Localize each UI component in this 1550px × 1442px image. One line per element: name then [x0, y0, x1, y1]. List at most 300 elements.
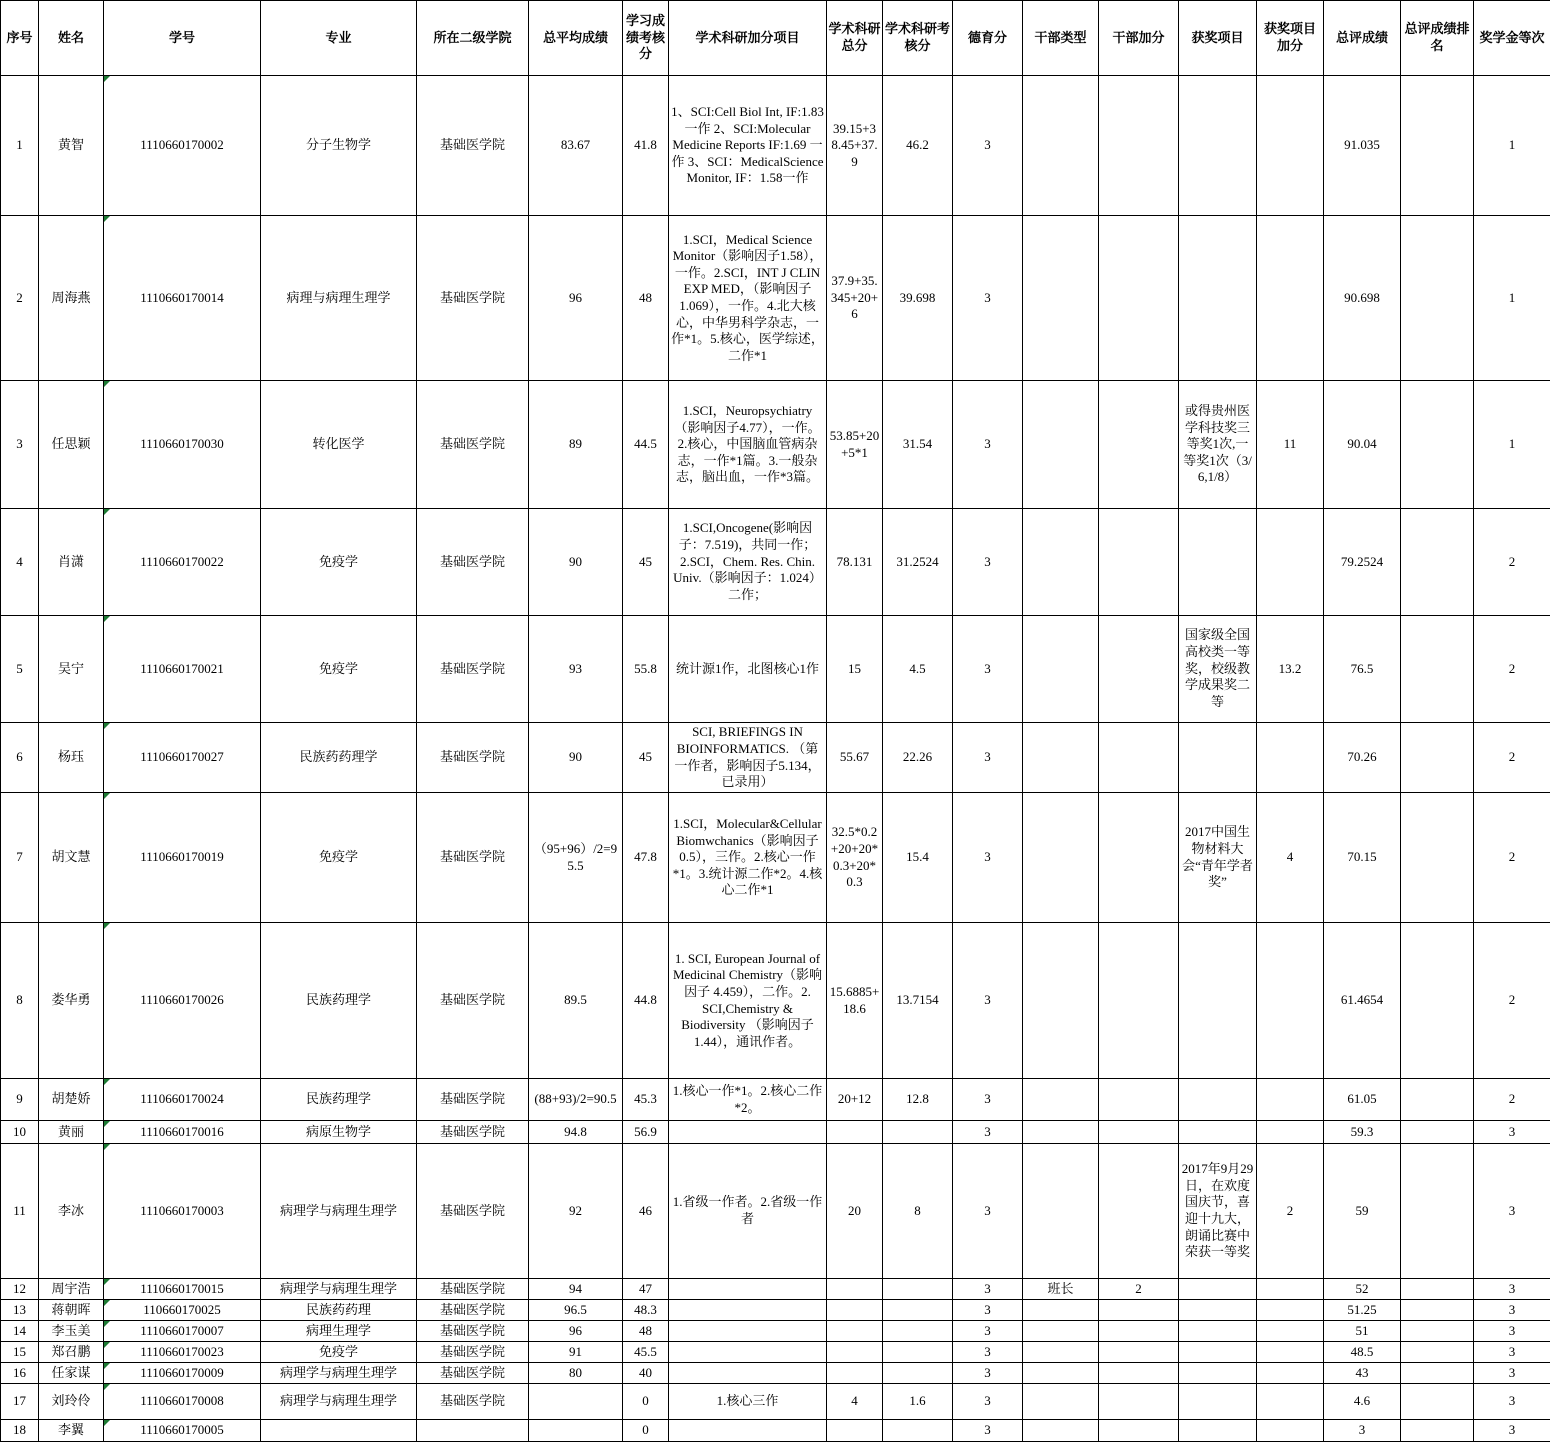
- cell[interactable]: [827, 923, 883, 1079]
- cell[interactable]: [1179, 1279, 1257, 1300]
- cell[interactable]: [39, 923, 104, 1079]
- cell[interactable]: [529, 793, 623, 923]
- header-cell[interactable]: 姓名: [39, 1, 104, 76]
- cell[interactable]: [104, 1079, 261, 1121]
- cell[interactable]: [1324, 76, 1401, 216]
- cell[interactable]: [104, 1321, 261, 1342]
- cell[interactable]: [39, 723, 104, 793]
- cell[interactable]: [104, 1300, 261, 1321]
- cell[interactable]: [261, 1420, 417, 1442]
- cell[interactable]: [1324, 923, 1401, 1079]
- cell[interactable]: [953, 1279, 1023, 1300]
- cell[interactable]: [1401, 1321, 1474, 1342]
- cell[interactable]: [1257, 1321, 1324, 1342]
- cell[interactable]: [827, 1300, 883, 1321]
- cell[interactable]: [104, 1121, 261, 1144]
- cell[interactable]: [1401, 723, 1474, 793]
- cell[interactable]: [669, 216, 827, 381]
- cell[interactable]: [417, 1384, 529, 1420]
- cell[interactable]: [1179, 509, 1257, 616]
- cell[interactable]: [529, 723, 623, 793]
- cell[interactable]: [261, 509, 417, 616]
- cell[interactable]: [883, 1321, 953, 1342]
- cell[interactable]: [827, 1321, 883, 1342]
- cell[interactable]: [417, 1420, 529, 1442]
- cell[interactable]: [1099, 216, 1179, 381]
- cell[interactable]: [623, 509, 669, 616]
- cell[interactable]: [1, 723, 39, 793]
- header-cell[interactable]: 学号: [104, 1, 261, 76]
- cell[interactable]: [1474, 1121, 1550, 1144]
- cell[interactable]: [827, 1079, 883, 1121]
- cell[interactable]: [623, 616, 669, 723]
- cell[interactable]: [1023, 1342, 1099, 1363]
- cell[interactable]: [261, 723, 417, 793]
- cell[interactable]: [1324, 1342, 1401, 1363]
- cell[interactable]: [1179, 923, 1257, 1079]
- cell[interactable]: [1257, 1279, 1324, 1300]
- cell[interactable]: [1, 793, 39, 923]
- cell[interactable]: [529, 1342, 623, 1363]
- cell[interactable]: [1099, 723, 1179, 793]
- cell[interactable]: [669, 509, 827, 616]
- cell[interactable]: [1324, 616, 1401, 723]
- cell[interactable]: [1257, 381, 1324, 509]
- cell[interactable]: [1099, 1321, 1179, 1342]
- cell[interactable]: [104, 1420, 261, 1442]
- cell[interactable]: [104, 1342, 261, 1363]
- cell[interactable]: [1401, 793, 1474, 923]
- cell[interactable]: [417, 76, 529, 216]
- cell[interactable]: [883, 1420, 953, 1442]
- cell[interactable]: [1, 1144, 39, 1279]
- cell[interactable]: [827, 381, 883, 509]
- cell[interactable]: [1023, 216, 1099, 381]
- cell[interactable]: [1099, 793, 1179, 923]
- cell[interactable]: [417, 1279, 529, 1300]
- header-cell[interactable]: 奖学金等次: [1474, 1, 1550, 76]
- cell[interactable]: [417, 1121, 529, 1144]
- cell[interactable]: [104, 1384, 261, 1420]
- cell[interactable]: [827, 1342, 883, 1363]
- cell[interactable]: [1023, 723, 1099, 793]
- cell[interactable]: [827, 1384, 883, 1420]
- cell[interactable]: [1257, 1121, 1324, 1144]
- cell[interactable]: [261, 1321, 417, 1342]
- cell[interactable]: [104, 381, 261, 509]
- cell[interactable]: [1179, 1321, 1257, 1342]
- cell[interactable]: [1099, 1279, 1179, 1300]
- cell[interactable]: [1099, 616, 1179, 723]
- cell[interactable]: [1179, 1363, 1257, 1384]
- cell[interactable]: [883, 1363, 953, 1384]
- cell[interactable]: [953, 509, 1023, 616]
- cell[interactable]: [1324, 1279, 1401, 1300]
- cell[interactable]: [623, 216, 669, 381]
- cell[interactable]: [1, 1321, 39, 1342]
- header-cell[interactable]: 序号: [1, 1, 39, 76]
- cell[interactable]: [1324, 509, 1401, 616]
- cell[interactable]: [827, 1279, 883, 1300]
- cell[interactable]: [623, 1321, 669, 1342]
- cell[interactable]: [1401, 1384, 1474, 1420]
- cell[interactable]: [1324, 793, 1401, 923]
- cell[interactable]: [261, 1384, 417, 1420]
- cell[interactable]: [623, 1121, 669, 1144]
- cell[interactable]: [417, 793, 529, 923]
- cell[interactable]: [669, 1321, 827, 1342]
- cell[interactable]: [669, 1079, 827, 1121]
- cell[interactable]: [1257, 1420, 1324, 1442]
- cell[interactable]: [1474, 723, 1550, 793]
- cell[interactable]: [529, 616, 623, 723]
- cell[interactable]: [1324, 1300, 1401, 1321]
- cell[interactable]: [39, 76, 104, 216]
- cell[interactable]: [623, 1279, 669, 1300]
- cell[interactable]: [1099, 1420, 1179, 1442]
- cell[interactable]: [953, 1384, 1023, 1420]
- cell[interactable]: [1474, 509, 1550, 616]
- cell[interactable]: [1179, 1420, 1257, 1442]
- cell[interactable]: [39, 1321, 104, 1342]
- cell[interactable]: [1401, 616, 1474, 723]
- cell[interactable]: [669, 793, 827, 923]
- cell[interactable]: [529, 216, 623, 381]
- cell[interactable]: [669, 616, 827, 723]
- cell[interactable]: [623, 1363, 669, 1384]
- cell[interactable]: [529, 1384, 623, 1420]
- cell[interactable]: [1, 1384, 39, 1420]
- cell[interactable]: [1, 381, 39, 509]
- cell[interactable]: [261, 1342, 417, 1363]
- cell[interactable]: [883, 616, 953, 723]
- cell[interactable]: [1474, 616, 1550, 723]
- cell[interactable]: [104, 1144, 261, 1279]
- cell[interactable]: [1324, 381, 1401, 509]
- cell[interactable]: [623, 1144, 669, 1279]
- cell[interactable]: [1, 1079, 39, 1121]
- cell[interactable]: [883, 723, 953, 793]
- cell[interactable]: [1401, 1300, 1474, 1321]
- cell[interactable]: [1257, 1079, 1324, 1121]
- header-cell[interactable]: 专业: [261, 1, 417, 76]
- header-cell[interactable]: 干部加分: [1099, 1, 1179, 76]
- cell[interactable]: [1179, 1300, 1257, 1321]
- cell[interactable]: [1257, 1300, 1324, 1321]
- cell[interactable]: [827, 216, 883, 381]
- cell[interactable]: [1401, 1144, 1474, 1279]
- cell[interactable]: [529, 1300, 623, 1321]
- cell[interactable]: [1099, 1363, 1179, 1384]
- cell[interactable]: [669, 1300, 827, 1321]
- cell[interactable]: [1099, 1342, 1179, 1363]
- cell[interactable]: [827, 1121, 883, 1144]
- cell[interactable]: [529, 923, 623, 1079]
- cell[interactable]: [529, 509, 623, 616]
- cell[interactable]: [883, 509, 953, 616]
- header-cell[interactable]: 学术科研考核分: [883, 1, 953, 76]
- cell[interactable]: [39, 1121, 104, 1144]
- cell[interactable]: [827, 616, 883, 723]
- cell[interactable]: [1474, 1363, 1550, 1384]
- cell[interactable]: [1401, 216, 1474, 381]
- cell[interactable]: [39, 216, 104, 381]
- cell[interactable]: [104, 216, 261, 381]
- cell[interactable]: [953, 1079, 1023, 1121]
- cell[interactable]: [1401, 1420, 1474, 1442]
- cell[interactable]: [39, 381, 104, 509]
- cell[interactable]: [529, 1144, 623, 1279]
- cell[interactable]: [1179, 1384, 1257, 1420]
- cell[interactable]: [1474, 76, 1550, 216]
- cell[interactable]: [261, 216, 417, 381]
- cell[interactable]: [1023, 793, 1099, 923]
- cell[interactable]: [1324, 1321, 1401, 1342]
- cell[interactable]: [883, 1342, 953, 1363]
- cell[interactable]: [1179, 793, 1257, 923]
- cell[interactable]: [417, 381, 529, 509]
- cell[interactable]: [953, 1300, 1023, 1321]
- cell[interactable]: [827, 1363, 883, 1384]
- cell[interactable]: [417, 1300, 529, 1321]
- cell[interactable]: [623, 1300, 669, 1321]
- cell[interactable]: [669, 1279, 827, 1300]
- header-cell[interactable]: 干部类型: [1023, 1, 1099, 76]
- cell[interactable]: [953, 1144, 1023, 1279]
- cell[interactable]: [1179, 1079, 1257, 1121]
- cell[interactable]: [1023, 1321, 1099, 1342]
- cell[interactable]: [261, 76, 417, 216]
- header-cell[interactable]: 获奖项目加分: [1257, 1, 1324, 76]
- cell[interactable]: [104, 793, 261, 923]
- header-cell[interactable]: 总评成绩: [1324, 1, 1401, 76]
- cell[interactable]: [953, 923, 1023, 1079]
- cell[interactable]: [1179, 1121, 1257, 1144]
- cell[interactable]: [1257, 616, 1324, 723]
- cell[interactable]: [1, 1342, 39, 1363]
- cell[interactable]: [623, 923, 669, 1079]
- cell[interactable]: [669, 723, 827, 793]
- cell[interactable]: [1, 76, 39, 216]
- cell[interactable]: [953, 1121, 1023, 1144]
- cell[interactable]: [1401, 76, 1474, 216]
- cell[interactable]: [1474, 923, 1550, 1079]
- cell[interactable]: [1023, 1384, 1099, 1420]
- cell[interactable]: [39, 1300, 104, 1321]
- cell[interactable]: [1023, 381, 1099, 509]
- cell[interactable]: [953, 723, 1023, 793]
- cell[interactable]: [261, 923, 417, 1079]
- cell[interactable]: [883, 1121, 953, 1144]
- cell[interactable]: [1401, 509, 1474, 616]
- cell[interactable]: [669, 381, 827, 509]
- cell[interactable]: [417, 1144, 529, 1279]
- cell[interactable]: [1474, 216, 1550, 381]
- cell[interactable]: [529, 1420, 623, 1442]
- cell[interactable]: [1257, 723, 1324, 793]
- cell[interactable]: [417, 1342, 529, 1363]
- cell[interactable]: [1474, 381, 1550, 509]
- cell[interactable]: [953, 216, 1023, 381]
- cell[interactable]: [623, 1420, 669, 1442]
- cell[interactable]: [623, 1384, 669, 1420]
- cell[interactable]: [39, 1079, 104, 1121]
- cell[interactable]: [953, 616, 1023, 723]
- cell[interactable]: [39, 1420, 104, 1442]
- cell[interactable]: [1099, 1300, 1179, 1321]
- cell[interactable]: [669, 923, 827, 1079]
- cell[interactable]: [104, 1363, 261, 1384]
- cell[interactable]: [104, 723, 261, 793]
- cell[interactable]: [1179, 723, 1257, 793]
- cell[interactable]: [261, 1144, 417, 1279]
- cell[interactable]: [417, 1363, 529, 1384]
- cell[interactable]: [417, 1079, 529, 1121]
- cell[interactable]: [1474, 1279, 1550, 1300]
- cell[interactable]: [529, 1321, 623, 1342]
- cell[interactable]: [1257, 1363, 1324, 1384]
- cell[interactable]: [1179, 216, 1257, 381]
- cell[interactable]: [1, 216, 39, 381]
- cell[interactable]: [1257, 76, 1324, 216]
- cell[interactable]: [883, 216, 953, 381]
- cell[interactable]: [1401, 1279, 1474, 1300]
- header-cell[interactable]: 学术科研加分项目: [669, 1, 827, 76]
- cell[interactable]: [1023, 1363, 1099, 1384]
- cell[interactable]: [104, 923, 261, 1079]
- cell[interactable]: [1474, 1420, 1550, 1442]
- cell[interactable]: [104, 76, 261, 216]
- cell[interactable]: [1257, 1342, 1324, 1363]
- cell[interactable]: [827, 1420, 883, 1442]
- cell[interactable]: [1179, 76, 1257, 216]
- cell[interactable]: [417, 1321, 529, 1342]
- cell[interactable]: [1023, 1420, 1099, 1442]
- cell[interactable]: [623, 381, 669, 509]
- cell[interactable]: [261, 1279, 417, 1300]
- cell[interactable]: [953, 1420, 1023, 1442]
- cell[interactable]: [883, 923, 953, 1079]
- cell[interactable]: [1474, 1342, 1550, 1363]
- cell[interactable]: [1023, 76, 1099, 216]
- cell[interactable]: [261, 1363, 417, 1384]
- cell[interactable]: [39, 1144, 104, 1279]
- cell[interactable]: [953, 76, 1023, 216]
- cell[interactable]: [1, 923, 39, 1079]
- header-cell[interactable]: 总评成绩排名: [1401, 1, 1474, 76]
- cell[interactable]: [1099, 509, 1179, 616]
- cell[interactable]: [883, 1384, 953, 1420]
- cell[interactable]: [669, 1420, 827, 1442]
- cell[interactable]: [953, 1342, 1023, 1363]
- cell[interactable]: [1257, 923, 1324, 1079]
- cell[interactable]: [104, 616, 261, 723]
- cell[interactable]: [1401, 381, 1474, 509]
- cell[interactable]: [1023, 1121, 1099, 1144]
- cell[interactable]: [529, 1121, 623, 1144]
- cell[interactable]: [1099, 1079, 1179, 1121]
- cell[interactable]: [1257, 1384, 1324, 1420]
- cell[interactable]: [623, 793, 669, 923]
- cell[interactable]: [1, 1121, 39, 1144]
- cell[interactable]: [529, 1079, 623, 1121]
- cell[interactable]: [39, 1342, 104, 1363]
- cell[interactable]: [827, 76, 883, 216]
- cell[interactable]: [953, 1363, 1023, 1384]
- cell[interactable]: [529, 381, 623, 509]
- cell[interactable]: [417, 216, 529, 381]
- cell[interactable]: [417, 923, 529, 1079]
- header-cell[interactable]: 学术科研总分: [827, 1, 883, 76]
- cell[interactable]: [953, 1321, 1023, 1342]
- cell[interactable]: [827, 793, 883, 923]
- cell[interactable]: [883, 1300, 953, 1321]
- cell[interactable]: [1474, 1384, 1550, 1420]
- cell[interactable]: [1099, 1144, 1179, 1279]
- cell[interactable]: [1099, 381, 1179, 509]
- cell[interactable]: [1324, 216, 1401, 381]
- cell[interactable]: [1, 1300, 39, 1321]
- header-cell[interactable]: 总平均成绩: [529, 1, 623, 76]
- cell[interactable]: [417, 509, 529, 616]
- cell[interactable]: [1023, 509, 1099, 616]
- cell[interactable]: [1474, 1144, 1550, 1279]
- cell[interactable]: [883, 76, 953, 216]
- cell[interactable]: [953, 381, 1023, 509]
- cell[interactable]: [1023, 1144, 1099, 1279]
- cell[interactable]: [39, 1384, 104, 1420]
- cell[interactable]: [1179, 1144, 1257, 1279]
- cell[interactable]: [417, 723, 529, 793]
- header-cell[interactable]: 学习成绩考核分: [623, 1, 669, 76]
- cell[interactable]: [1474, 1321, 1550, 1342]
- cell[interactable]: [1257, 793, 1324, 923]
- cell[interactable]: [1, 1279, 39, 1300]
- cell[interactable]: [827, 509, 883, 616]
- cell[interactable]: [883, 793, 953, 923]
- cell[interactable]: [1099, 923, 1179, 1079]
- cell[interactable]: [104, 509, 261, 616]
- cell[interactable]: [1324, 1121, 1401, 1144]
- cell[interactable]: [261, 1079, 417, 1121]
- cell[interactable]: [39, 509, 104, 616]
- header-cell[interactable]: 所在二级学院: [417, 1, 529, 76]
- cell[interactable]: [623, 723, 669, 793]
- cell[interactable]: [261, 793, 417, 923]
- cell[interactable]: [1474, 1300, 1550, 1321]
- cell[interactable]: [1, 616, 39, 723]
- cell[interactable]: [1, 1420, 39, 1442]
- cell[interactable]: [1179, 381, 1257, 509]
- cell[interactable]: [1474, 793, 1550, 923]
- cell[interactable]: [417, 616, 529, 723]
- cell[interactable]: [529, 1279, 623, 1300]
- cell[interactable]: [669, 1144, 827, 1279]
- cell[interactable]: [1324, 1363, 1401, 1384]
- cell[interactable]: [1257, 216, 1324, 381]
- cell[interactable]: [1401, 1079, 1474, 1121]
- cell[interactable]: [1023, 616, 1099, 723]
- cell[interactable]: [1324, 1420, 1401, 1442]
- cell[interactable]: [1324, 1079, 1401, 1121]
- cell[interactable]: [1023, 1300, 1099, 1321]
- cell[interactable]: [261, 1300, 417, 1321]
- cell[interactable]: [1099, 1384, 1179, 1420]
- cell[interactable]: [1401, 1121, 1474, 1144]
- cell[interactable]: [1257, 509, 1324, 616]
- cell[interactable]: [261, 616, 417, 723]
- cell[interactable]: [1179, 1342, 1257, 1363]
